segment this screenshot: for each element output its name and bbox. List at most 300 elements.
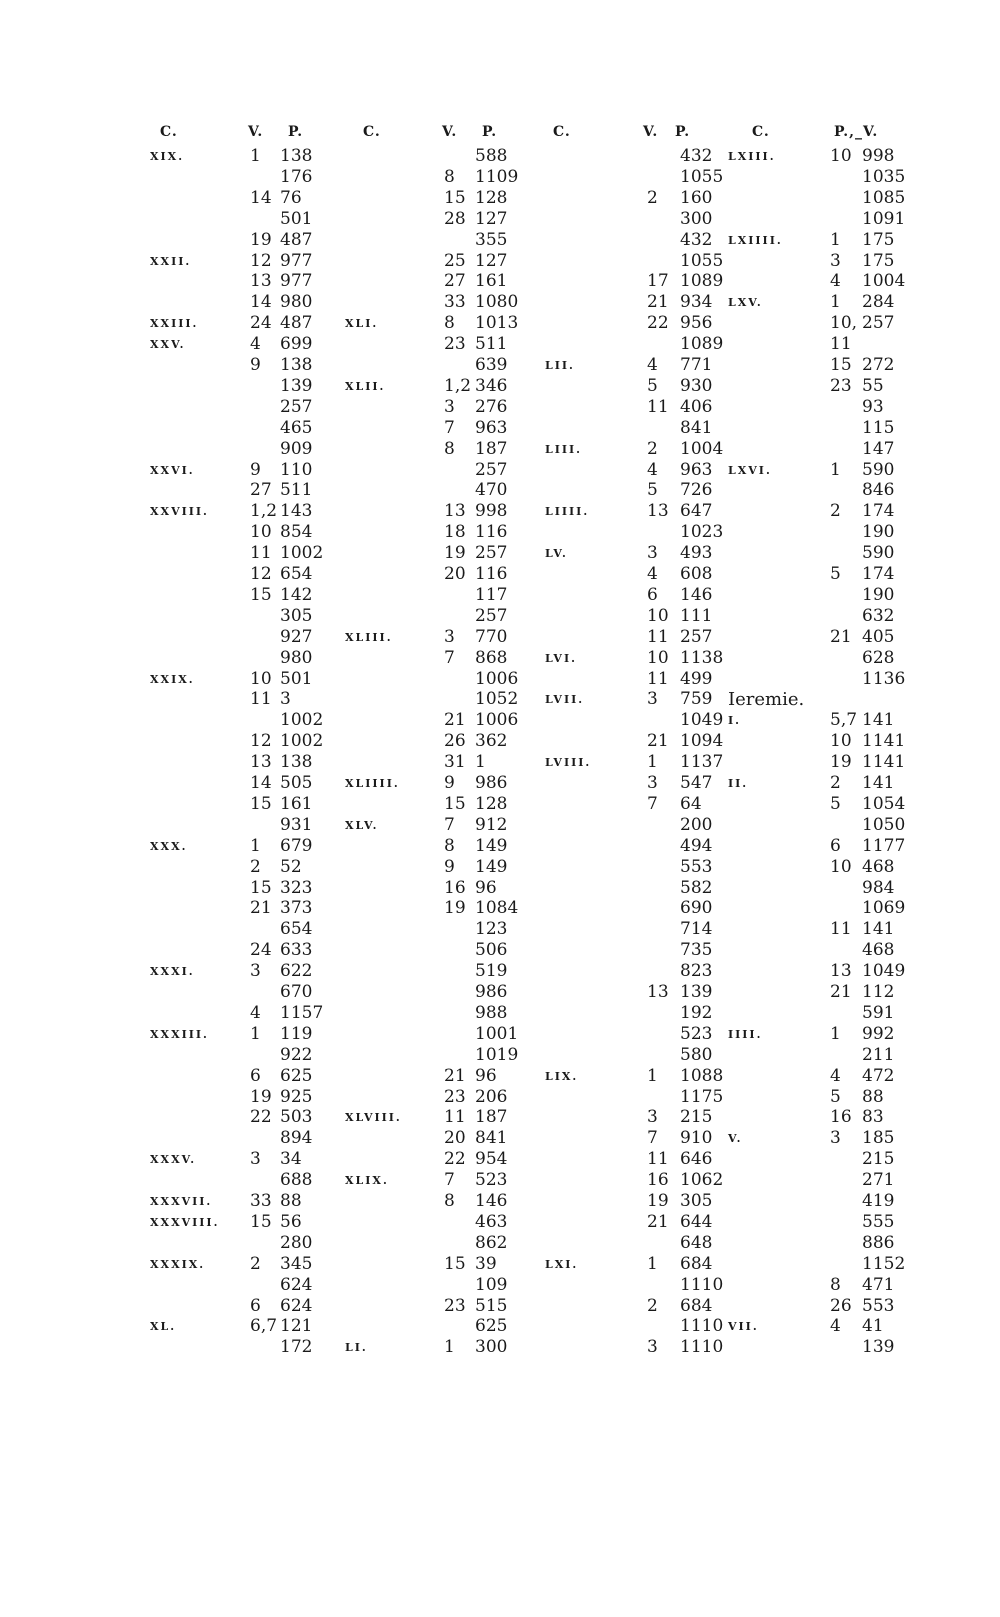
page-number: 419 — [862, 1191, 895, 1211]
page-number: 272 — [862, 355, 895, 375]
page-number: 64 — [680, 793, 702, 814]
page-number: 1019 — [475, 1044, 519, 1065]
chapter: V. — [728, 1132, 743, 1146]
verse: 15 — [250, 1211, 272, 1232]
page-number: 161 — [280, 793, 313, 814]
page-number: 1141 — [862, 731, 906, 752]
page-number: 174 — [862, 564, 895, 584]
page-number: 771 — [680, 355, 713, 375]
verse: 19 — [830, 752, 852, 773]
header-label: C. — [752, 124, 770, 140]
page-number: 931 — [280, 814, 313, 835]
page-number: 257 — [475, 605, 508, 626]
page-number: 176 — [280, 166, 313, 187]
chapter: XXII. — [150, 254, 192, 268]
page-number: 625 — [475, 1316, 508, 1337]
verse: 3 — [647, 773, 658, 793]
page-number: 846 — [862, 480, 895, 501]
page-number: 963 — [680, 459, 713, 480]
page-number: 1006 — [475, 710, 519, 731]
page-number: 1136 — [862, 668, 906, 689]
chapter: LV. — [545, 547, 568, 561]
verse: 27 — [444, 271, 466, 292]
page-number: 1052 — [475, 689, 519, 710]
page-number: 523 — [680, 1023, 713, 1044]
page-number: 346 — [475, 375, 508, 396]
page-number: 257 — [475, 543, 508, 564]
verse: 10 — [830, 856, 852, 877]
page-number: 141 — [862, 710, 895, 731]
verse: 26 — [444, 731, 466, 752]
page-number: 56 — [280, 1211, 302, 1232]
page-number: 735 — [680, 940, 713, 961]
page-number: 770 — [475, 626, 508, 647]
verse: 3 — [647, 689, 658, 710]
verse: 15 — [250, 877, 272, 898]
page-number: 912 — [475, 814, 508, 835]
page-number: 909 — [280, 438, 313, 459]
page-number: 257 — [862, 313, 895, 334]
page-number: 206 — [475, 1086, 508, 1107]
verse: 21 — [830, 626, 852, 647]
page-number: 187 — [475, 438, 508, 459]
verse: 18 — [444, 522, 466, 543]
verse: 7 — [647, 793, 658, 814]
page-number: 190 — [862, 584, 895, 605]
page-number: 192 — [680, 1002, 713, 1023]
verse: 3 — [647, 543, 658, 564]
verse: 7 — [444, 814, 455, 835]
page-number: 986 — [475, 773, 508, 793]
page-number: 1109 — [475, 166, 519, 187]
page-number: 373 — [280, 898, 313, 919]
page-number: 622 — [280, 961, 313, 982]
page-number: 886 — [862, 1232, 895, 1253]
page-number: 998 — [475, 501, 508, 522]
page-number: 523 — [475, 1170, 508, 1191]
page-number: 910 — [680, 1128, 713, 1149]
page-number: 654 — [280, 564, 313, 584]
chapter: LIIII. — [545, 505, 590, 519]
page-number: 519 — [475, 961, 508, 982]
chapter: LI. — [345, 1341, 368, 1355]
verse: 2 — [830, 773, 841, 793]
page-number: 963 — [475, 417, 508, 438]
verse: 8 — [830, 1274, 841, 1295]
chapter: LIX. — [545, 1069, 579, 1083]
verse: 15 — [250, 793, 272, 814]
verse: 13 — [647, 982, 669, 1002]
chapter: LXVI. — [728, 463, 772, 477]
page-number: 1141 — [862, 752, 906, 773]
verse: 28 — [444, 208, 466, 229]
verse: 4 — [830, 271, 841, 292]
page-number: 110 — [280, 459, 313, 480]
verse: 14 — [250, 187, 272, 208]
page-number: 1069 — [862, 898, 906, 919]
page-number: 117 — [475, 584, 508, 605]
page-number: 139 — [280, 375, 313, 396]
page-number: 161 — [475, 271, 508, 292]
page-number: 894 — [280, 1128, 313, 1149]
verse: 21 — [647, 731, 669, 752]
page-number: 271 — [862, 1170, 895, 1191]
page-number: 1002 — [280, 710, 324, 731]
page-number: 648 — [680, 1232, 713, 1253]
page-number: 1062 — [680, 1170, 724, 1191]
page-number: 515 — [475, 1295, 508, 1316]
verse: 2 — [250, 856, 261, 877]
page-number: 580 — [680, 1044, 713, 1065]
verse: 17 — [647, 271, 669, 292]
page-number: 139 — [680, 982, 713, 1002]
page-number: 174 — [862, 501, 895, 522]
verse: 7 — [647, 1128, 658, 1149]
chapter: XXXV. — [150, 1153, 197, 1167]
page-number: 1001 — [475, 1023, 519, 1044]
verse: 8 — [444, 313, 455, 334]
page-number: 862 — [475, 1232, 508, 1253]
page-number: 608 — [680, 564, 713, 584]
chapter: XLIII. — [345, 630, 393, 644]
page-number: 868 — [475, 647, 508, 668]
page-number: 1004 — [862, 271, 906, 292]
verse: 1 — [444, 1337, 455, 1358]
page-number: 644 — [680, 1211, 713, 1232]
page-number: 305 — [280, 605, 313, 626]
page-number: 1094 — [680, 731, 724, 752]
verse: 8 — [444, 438, 455, 459]
verse: 23 — [444, 334, 466, 355]
page-number: 639 — [475, 355, 508, 375]
verse: 3 — [250, 961, 261, 982]
verse: 21 — [444, 1065, 466, 1086]
page-number: 625 — [280, 1065, 313, 1086]
page-number: 470 — [475, 480, 508, 501]
header-label: C. — [363, 124, 381, 140]
page-number: 1 — [475, 752, 486, 773]
page-number: 1089 — [680, 334, 724, 355]
verse: 1 — [830, 459, 841, 480]
page-number: 714 — [680, 919, 713, 940]
page-number: 511 — [280, 480, 313, 501]
page-number: 590 — [862, 459, 895, 480]
verse: 19 — [444, 898, 466, 919]
page-number: 276 — [475, 396, 508, 417]
page-number: 471 — [862, 1274, 895, 1295]
verse: 33 — [444, 292, 466, 313]
page-number: 405 — [862, 626, 895, 647]
page-number: 175 — [862, 229, 895, 250]
page-number: 1088 — [680, 1065, 724, 1086]
page-number: 679 — [280, 835, 313, 856]
verse: 11 — [830, 919, 852, 940]
page-number: 624 — [280, 1295, 313, 1316]
verse: 1,2 — [444, 375, 472, 396]
chapter: XIX. — [150, 150, 185, 163]
page-number: 472 — [862, 1065, 895, 1086]
verse: 11 — [647, 1149, 669, 1170]
page-number: 96 — [475, 877, 497, 898]
header-label: V. — [643, 124, 659, 140]
page-number: 511 — [475, 334, 508, 355]
verse: 10 — [647, 647, 669, 668]
page-number: 116 — [475, 564, 508, 584]
page-number: 977 — [280, 271, 313, 292]
verse: 13 — [250, 752, 272, 773]
page-number: 34 — [280, 1149, 302, 1170]
page-number: 1002 — [280, 543, 324, 564]
chapter: XXVI. — [150, 463, 195, 477]
page-number: 1157 — [280, 1002, 324, 1023]
chapter: XXXVIII. — [150, 1215, 220, 1229]
chapter: XLI. — [345, 317, 379, 331]
verse: 9 — [250, 355, 261, 375]
verse: 25 — [444, 250, 466, 271]
page-number: 1110 — [680, 1274, 724, 1295]
verse: 22 — [647, 313, 669, 334]
verse: 15 — [444, 1253, 466, 1274]
page-number: 841 — [680, 417, 713, 438]
verse: 10 — [830, 146, 852, 166]
page-number: 930 — [680, 375, 713, 396]
verse: 8 — [444, 835, 455, 856]
page-number: 300 — [680, 208, 713, 229]
page-number: 555 — [862, 1211, 895, 1232]
page-number: 139 — [862, 1337, 895, 1358]
verse: 3 — [444, 626, 455, 647]
verse: 15 — [250, 584, 272, 605]
verse: 7 — [444, 647, 455, 668]
verse: 19 — [647, 1191, 669, 1211]
verse: 6,7 — [250, 1316, 278, 1337]
verse: 5 — [647, 375, 658, 396]
page-number: 670 — [280, 982, 313, 1002]
verse: 14 — [250, 292, 272, 313]
page-number: 76 — [280, 187, 302, 208]
chapter: LVI. — [545, 651, 577, 665]
page-number: 1138 — [680, 647, 724, 668]
verse: 22 — [444, 1149, 466, 1170]
verse: 1,2 — [250, 501, 278, 522]
verse: 16 — [647, 1170, 669, 1191]
verse: 3 — [647, 1337, 658, 1358]
page-number: 39 — [475, 1253, 497, 1274]
page-number: 463 — [475, 1211, 508, 1232]
page-number: 355 — [475, 229, 508, 250]
chapter: XXXIX. — [150, 1257, 206, 1271]
page-number: 977 — [280, 250, 313, 271]
verse: 14 — [250, 773, 272, 793]
page-number: 992 — [862, 1023, 895, 1044]
header-label: P. — [675, 124, 691, 140]
page-number: 96 — [475, 1065, 497, 1086]
verse: 19 — [250, 229, 272, 250]
verse: 1 — [830, 292, 841, 313]
verse: 4 — [830, 1065, 841, 1086]
verse: 11 — [830, 334, 852, 355]
verse: 11 — [647, 626, 669, 647]
chapter: II. — [728, 777, 749, 790]
page-number: 88 — [280, 1191, 302, 1211]
page-number: 646 — [680, 1149, 713, 1170]
page-number: 505 — [280, 773, 313, 793]
verse: 13 — [444, 501, 466, 522]
header-label: C. — [553, 124, 571, 140]
verse: 13 — [647, 501, 669, 522]
page-number: 141 — [862, 919, 895, 940]
chapter: XXIX. — [150, 672, 195, 686]
page-number: 980 — [280, 292, 313, 313]
page-number: 927 — [280, 626, 313, 647]
verse: 31 — [444, 752, 466, 773]
verse: 3 — [444, 396, 455, 417]
page-number: 280 — [280, 1232, 313, 1253]
page-number: 149 — [475, 856, 508, 877]
page-number: 499 — [680, 668, 713, 689]
verse: 20 — [444, 564, 466, 584]
verse: 23 — [830, 375, 852, 396]
page-number: 138 — [280, 752, 313, 773]
page-number: 588 — [475, 146, 508, 166]
page-number: 1054 — [862, 793, 906, 814]
verse: 24 — [250, 940, 272, 961]
page-number: 726 — [680, 480, 713, 501]
verse: 1 — [647, 1065, 658, 1086]
page-number: 111 — [680, 605, 713, 626]
verse: 4 — [830, 1316, 841, 1337]
page-number: 215 — [680, 1107, 713, 1128]
header-label: V. — [248, 124, 264, 140]
chapter: XXXIII. — [150, 1027, 209, 1041]
page-number: 146 — [680, 584, 713, 605]
verse: 8 — [444, 1191, 455, 1211]
chapter: IIII. — [728, 1027, 763, 1041]
verse: 11 — [647, 668, 669, 689]
chapter: LIII. — [545, 442, 583, 456]
chapter: XXV. — [150, 338, 186, 352]
chapter: VII. — [728, 1320, 759, 1334]
verse: 3 — [830, 1128, 841, 1149]
page-number: 1080 — [475, 292, 519, 313]
page-number: 138 — [280, 355, 313, 375]
verse: 4 — [250, 1002, 261, 1023]
header-label: P. — [482, 124, 498, 140]
page-number: 465 — [280, 417, 313, 438]
verse: 15 — [830, 355, 852, 375]
page-number: 628 — [862, 647, 895, 668]
page-number: 123 — [475, 919, 508, 940]
page-number: 699 — [280, 334, 313, 355]
header-label: P.,_V. — [834, 124, 879, 140]
verse: 1 — [250, 835, 261, 856]
page-number: 980 — [280, 647, 313, 668]
verse: 1 — [830, 1023, 841, 1044]
page-number: 190 — [862, 522, 895, 543]
page-number: 1152 — [862, 1253, 906, 1274]
page-number: 468 — [862, 856, 895, 877]
verse: 5,7 — [830, 710, 858, 731]
page-number: 547 — [680, 773, 713, 793]
page-number: 998 — [862, 146, 895, 166]
verse: 4 — [647, 564, 658, 584]
page-number: 922 — [280, 1044, 313, 1065]
page-number: 149 — [475, 835, 508, 856]
page-number: 115 — [862, 417, 895, 438]
page-number: 493 — [680, 543, 713, 564]
verse: 26 — [830, 1295, 852, 1316]
page-number: 1055 — [680, 250, 724, 271]
verse: 10 — [250, 668, 272, 689]
chapter: XXX. — [150, 839, 188, 853]
page-number: 172 — [280, 1337, 313, 1358]
verse: 5 — [830, 793, 841, 814]
page-number: 624 — [280, 1274, 313, 1295]
chapter: LXV. — [728, 296, 763, 310]
page-number: 88 — [862, 1086, 884, 1107]
verse: 21 — [647, 1211, 669, 1232]
page-number: 211 — [862, 1044, 895, 1065]
verse: 13 — [830, 961, 852, 982]
page-number: 55 — [862, 375, 884, 396]
verse: 12 — [250, 250, 272, 271]
page-number: 1035 — [862, 166, 906, 187]
verse: 15 — [444, 793, 466, 814]
page-number: 1177 — [862, 835, 906, 856]
verse: 3 — [647, 1107, 658, 1128]
chapter: LVIII. — [545, 756, 592, 770]
verse: 3 — [830, 250, 841, 271]
chapter: LXIII. — [728, 150, 776, 163]
page-number: 1110 — [680, 1316, 724, 1337]
chapter: XXXVII. — [150, 1195, 213, 1208]
chapter: LII. — [545, 359, 575, 372]
verse: 9 — [444, 856, 455, 877]
page-number: 1050 — [862, 814, 906, 835]
page-number: 300 — [475, 1337, 508, 1358]
verse: 21 — [444, 710, 466, 731]
page-number: 257 — [280, 396, 313, 417]
verse: 2 — [647, 438, 658, 459]
page-number: 128 — [475, 793, 508, 814]
verse: 9 — [444, 773, 455, 793]
page-number: 684 — [680, 1295, 713, 1316]
verse: 6 — [647, 584, 658, 605]
page-number: 503 — [280, 1107, 313, 1128]
verse: 1 — [647, 1253, 658, 1274]
page-number: 362 — [475, 731, 508, 752]
page-number: 305 — [680, 1191, 713, 1211]
page-number: 1049 — [680, 710, 724, 731]
verse: 12 — [250, 731, 272, 752]
verse: 7 — [444, 1170, 455, 1191]
verse: 9 — [250, 459, 261, 480]
verse: 1 — [830, 229, 841, 250]
verse: 4 — [647, 355, 658, 375]
page-number: 986 — [475, 982, 508, 1002]
page-number: 432 — [680, 146, 713, 166]
page-number: 590 — [862, 543, 895, 564]
page-number: 1084 — [475, 898, 519, 919]
verse: 21 — [830, 982, 852, 1002]
chapter: XLVIII. — [345, 1111, 402, 1125]
verse: 12 — [250, 564, 272, 584]
page-number: 633 — [280, 940, 313, 961]
page-number: 841 — [475, 1128, 508, 1149]
page-number: 160 — [680, 187, 713, 208]
page-number: 1049 — [862, 961, 906, 982]
verse: 21 — [647, 292, 669, 313]
